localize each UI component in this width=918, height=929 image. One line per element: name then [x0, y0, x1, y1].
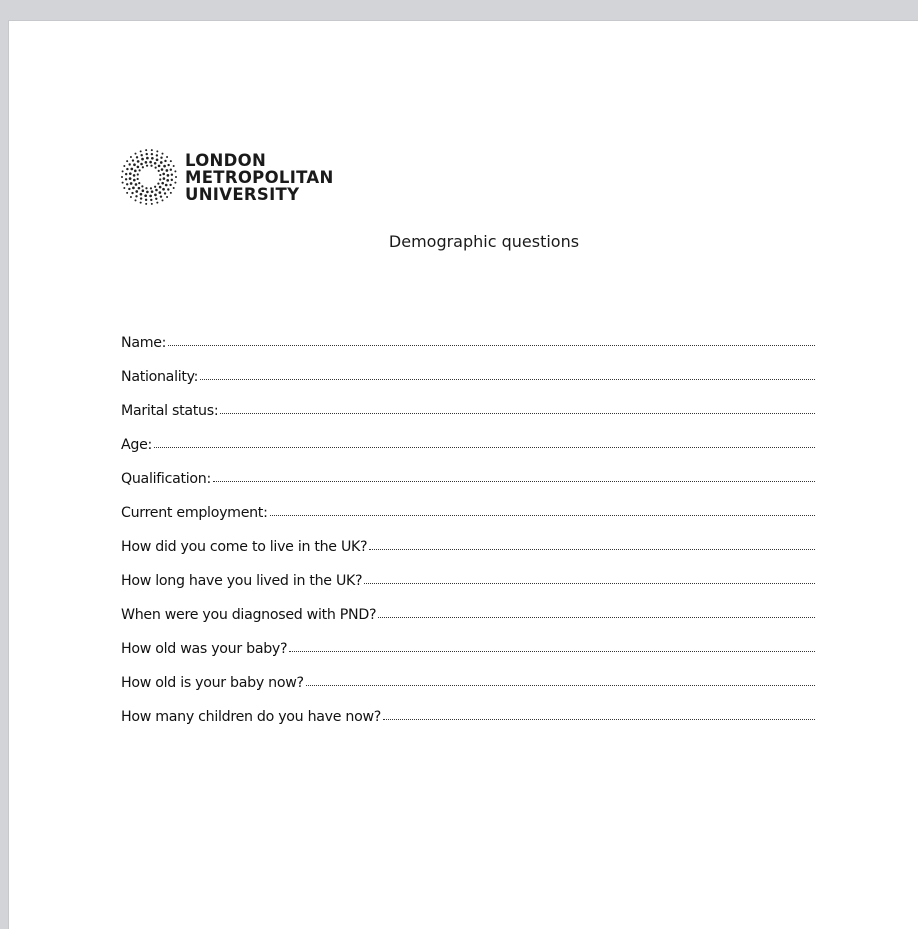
question-label: Age:: [121, 437, 153, 453]
question-children-count: [121, 691, 815, 725]
question-label: How did you come to live in the UK?: [121, 539, 368, 555]
answer-line[interactable]: [369, 548, 815, 550]
document-page: [8, 20, 918, 929]
question-pnd-diagnosis: [121, 589, 815, 623]
answer-line[interactable]: [154, 446, 815, 448]
page-title: Demographic questions: [388, 232, 580, 251]
question-label: Qualification:: [121, 471, 211, 487]
answer-line[interactable]: [378, 616, 815, 618]
answer-line[interactable]: [270, 514, 815, 516]
question-baby-age-now: [121, 657, 815, 691]
answer-line[interactable]: [200, 378, 815, 380]
question-list: [121, 317, 815, 725]
answer-line[interactable]: [168, 344, 815, 346]
logo-line-2: METROPOLITAN: [185, 167, 334, 187]
question-label: Marital status:: [121, 403, 219, 419]
question-name: [121, 317, 815, 351]
question-uk-arrival: [121, 521, 815, 555]
question-nationality: [121, 351, 815, 385]
question-uk-duration: [121, 555, 815, 589]
question-label: Nationality:: [121, 369, 199, 385]
answer-line[interactable]: [364, 582, 815, 584]
question-label: How long have you lived in the UK?: [121, 573, 363, 589]
logo-dot-ring-icon: [119, 147, 179, 207]
question-label: Current employment:: [121, 505, 268, 521]
answer-line[interactable]: [213, 480, 815, 482]
university-logo: [119, 145, 334, 209]
answer-line[interactable]: [220, 412, 815, 414]
answer-line[interactable]: [289, 650, 815, 652]
logo-line-1: LONDON: [185, 150, 267, 170]
logo-wordmark: [185, 152, 334, 203]
question-baby-age-then: [121, 623, 815, 657]
question-qualification: [121, 453, 815, 487]
answer-line[interactable]: [383, 718, 815, 720]
question-employment: [121, 487, 815, 521]
question-label: How many children do you have now?: [121, 709, 382, 725]
question-label: When were you diagnosed with PND?: [121, 607, 377, 623]
logo-line-3: UNIVERSITY: [185, 184, 300, 204]
question-marital-status: [121, 385, 815, 419]
question-label: How old was your baby?: [121, 641, 288, 657]
question-label: Name:: [121, 335, 167, 351]
question-label: How old is your baby now?: [121, 675, 304, 691]
answer-line[interactable]: [306, 684, 815, 686]
question-age: [121, 419, 815, 453]
